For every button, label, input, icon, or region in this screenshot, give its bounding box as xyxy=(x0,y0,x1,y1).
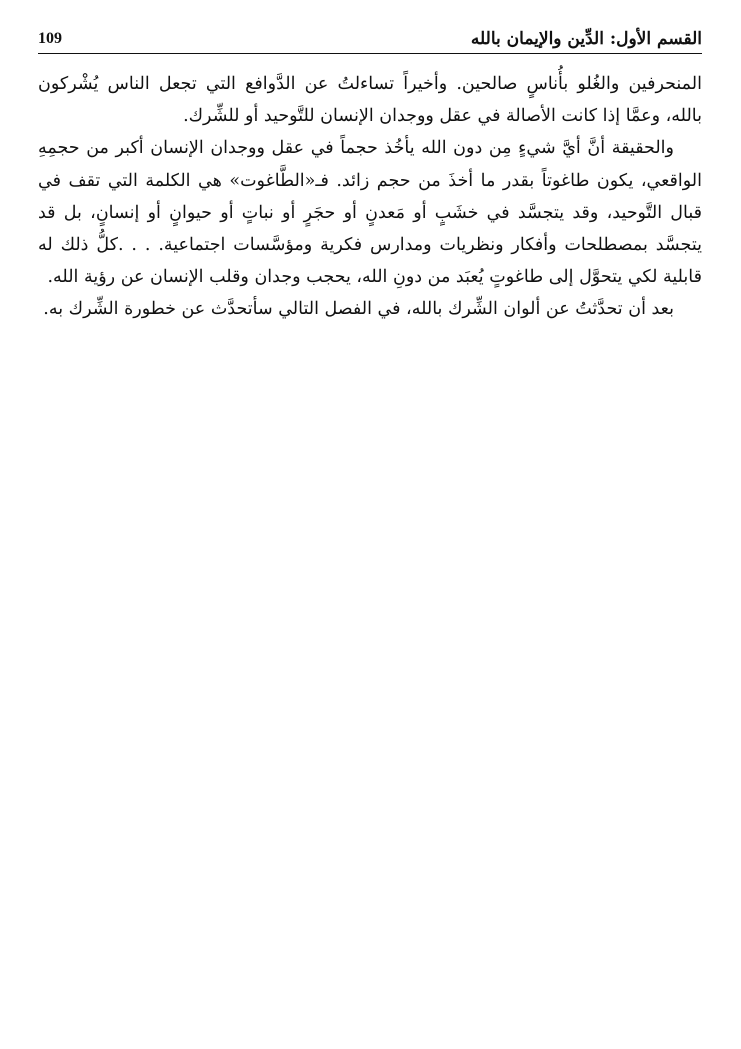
body-text xyxy=(38,68,702,326)
book-page xyxy=(38,22,702,326)
paragraph-closing: بعد أن تحدَّثتُ عن ألوان الشِّرك بالله، في الفصل التالي سأتحدَّث عن خطورة الشِّرك به. xyxy=(43,299,674,320)
running-head: القسم الأول: الدِّين والإيمان بالله xyxy=(470,29,702,49)
paragraph-continuation: المنحرفين والغُلو بأُناسٍ صالحين. وأخيراً تساءلتُ عن الدَّوافع التي تجعل الناس يُشْركون بالله، وعمَّا إذا كانت الأصالة في عقل ووجدان الإنسان للتَّوحيد أو للشِّرك. xyxy=(38,74,702,127)
page-number: 109 xyxy=(38,30,62,47)
paragraph-taghut: والحقيقة أنَّ أيَّ شيءٍ مِن دون الله يأخُذ حجماً في عقل ووجدان الإنسان أكبر من حجمِهِ الواقعي، يكون طاغوتاً بقدر ما أخذَ من حجم زائد. فـ«الطَّاغوت» هي الكلمة التي تقف في قبال التَّوحيد، وقد يتجسَّد في خشَبٍ أو مَعدنٍ أو حجَرٍ أو نباتٍ أو حيوانٍ أو إنسانٍ، بل قد يتجسَّد بمصطلحات وأفكار ونظريات ومدارس فكرية ومؤسَّسات اجتماعية. . . .كلُّ ذلك له قابلية لكي يتحوَّل إلى طاغوتٍ يُعبَد من دونِ الله، يحجب وجدان وقلب الإنسان عن رؤية الله. xyxy=(38,138,702,288)
page-header xyxy=(38,22,702,54)
